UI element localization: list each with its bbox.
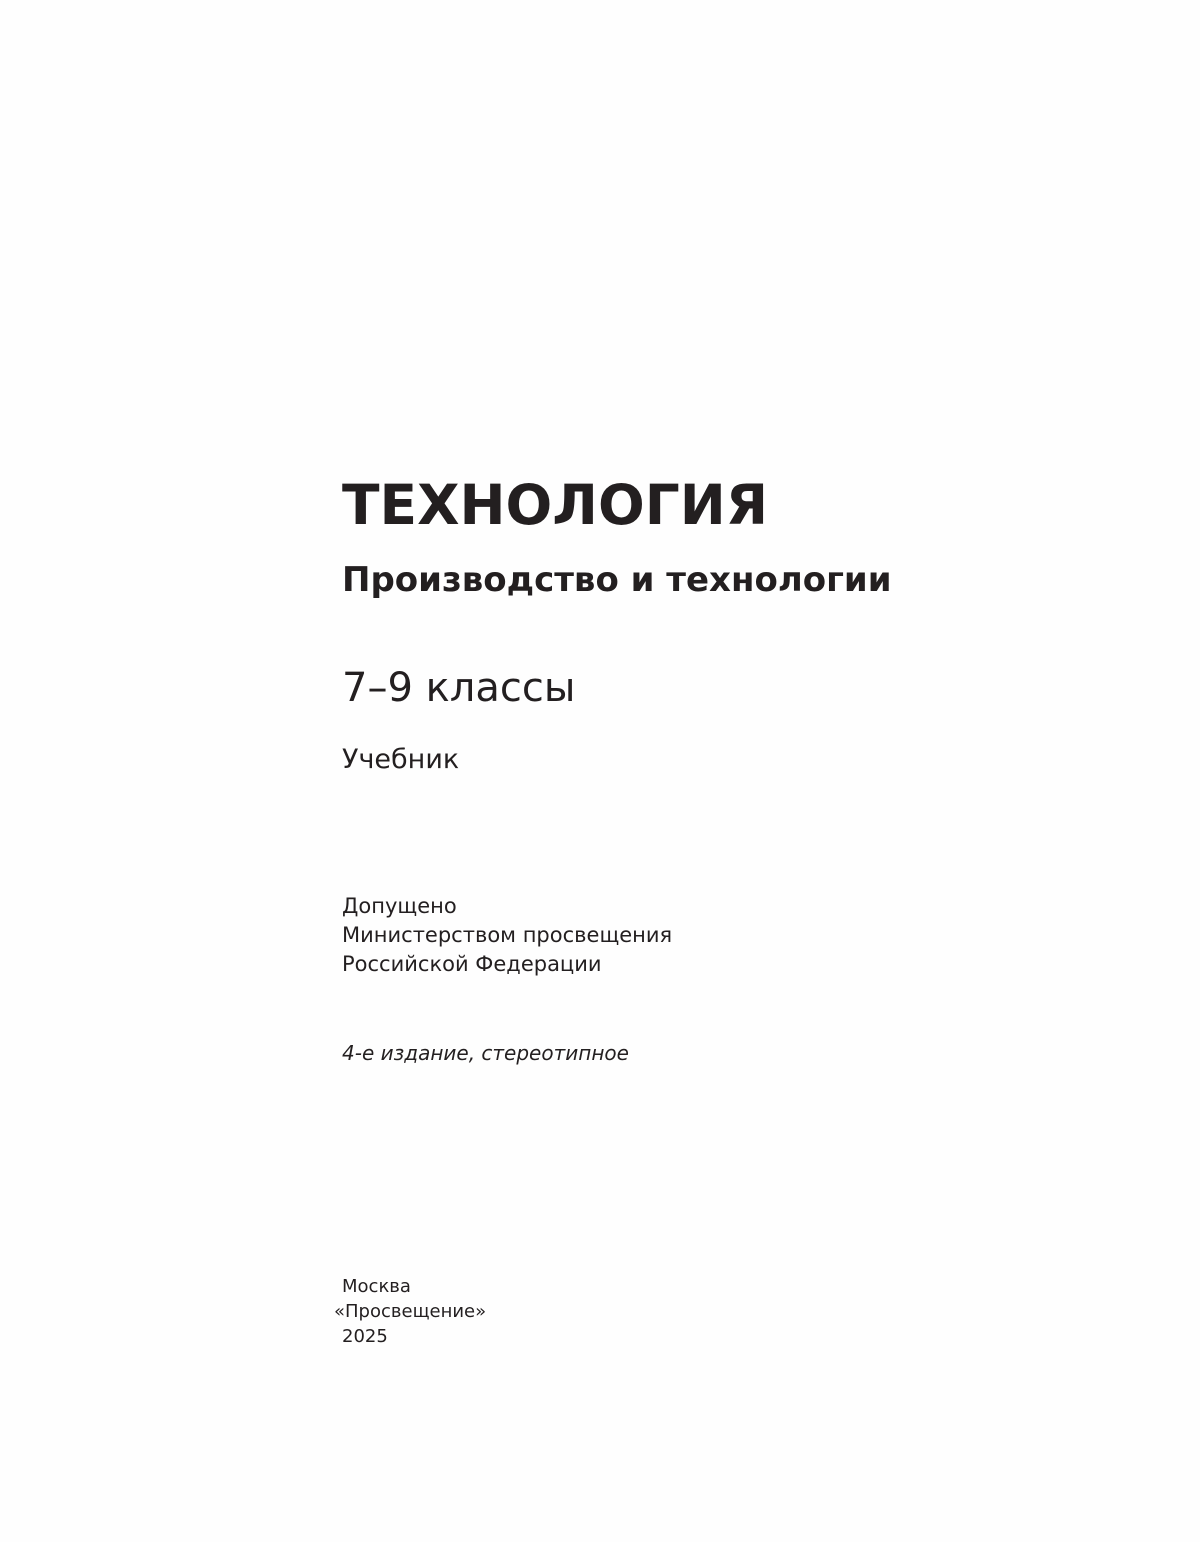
imprint — [334, 1274, 487, 1349]
book-subtitle: Производство и технологии — [342, 560, 892, 600]
imprint-city: Москва — [342, 1276, 411, 1297]
approval-line-2: Министерством просвещения — [342, 923, 673, 947]
grades-label: 7–9 классы — [342, 665, 576, 711]
imprint-publisher: «Просвещение» — [334, 1301, 487, 1322]
edition-note: 4-е издание, стереотипное — [342, 1041, 629, 1065]
book-title: ТЕХНОЛОГИЯ — [342, 473, 769, 537]
imprint-year: 2025 — [342, 1326, 388, 1347]
approval-line-3: Российской Федерации — [342, 952, 602, 976]
approval-notice — [342, 892, 672, 979]
document-type: Учебник — [342, 744, 460, 775]
approval-line-1: Допущено — [342, 894, 457, 918]
